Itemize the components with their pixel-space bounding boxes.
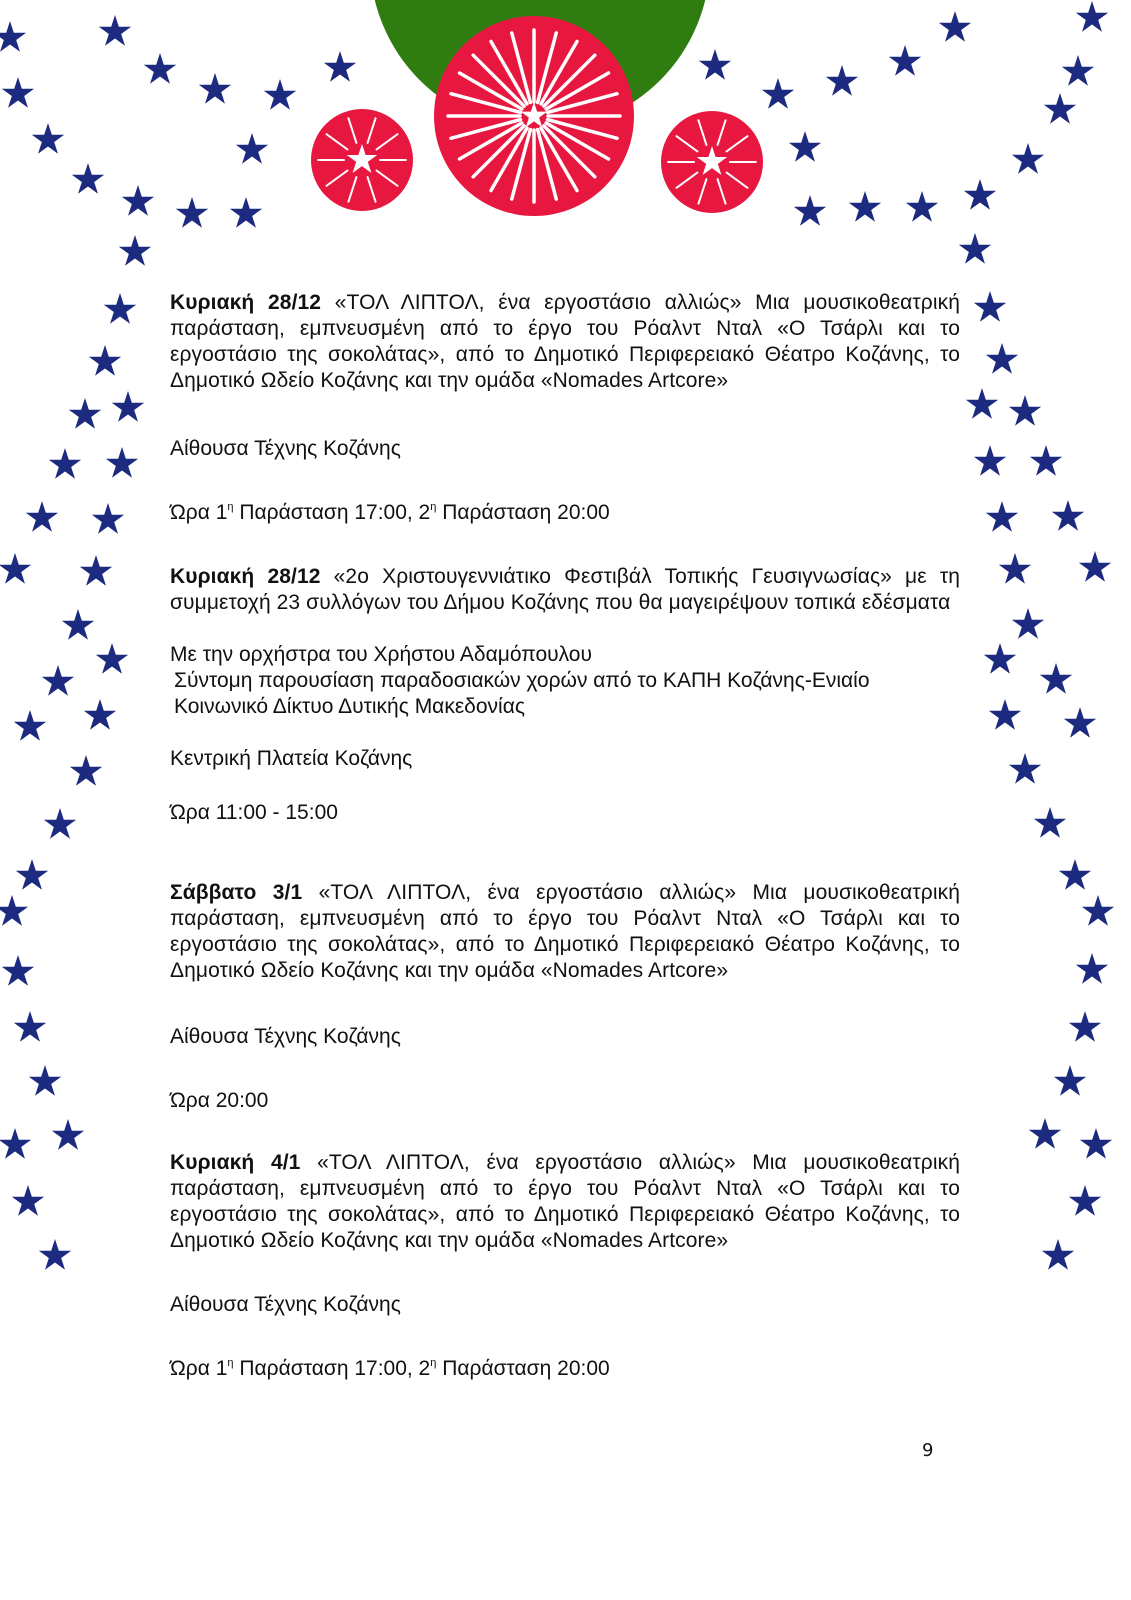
star-icon (96, 643, 128, 674)
star-icon (72, 163, 104, 194)
star-icon (1009, 753, 1041, 784)
star-icon (32, 123, 64, 154)
star-icon (144, 53, 176, 84)
star-icon (39, 1239, 71, 1270)
star-icon (1076, 953, 1108, 984)
star-icon (849, 191, 881, 222)
star-icon (989, 699, 1021, 730)
star-icon (99, 15, 131, 46)
event-3-venue: Αίθουσα Τέχνης Κοζάνης (170, 1025, 401, 1048)
event-3-time: Ώρα 20:00 (170, 1089, 269, 1112)
star-icon (119, 235, 151, 266)
star-icon (89, 345, 121, 376)
star-icon (236, 133, 268, 164)
star-icon (974, 291, 1006, 322)
star-icon (1080, 1128, 1112, 1159)
star-icon (1044, 93, 1076, 124)
star-icon (986, 501, 1018, 532)
event-1-time (170, 500, 610, 526)
star-icon (794, 195, 826, 226)
event-1-time-middle: Παράσταση 17:00, 2 (233, 501, 431, 524)
star-icon (69, 398, 101, 429)
event-2-text: «2ο Χριστουγεννιάτικο Φεστιβάλ Τοπικής Γευσιγνωσίας» με τη συμμετοχή 23 συλλόγων του Δήμου Κοζάνης που θα μαγειρέψουν τοπικά εδέσματα (170, 565, 960, 614)
star-icon (939, 11, 971, 42)
event-2-dances: Σύντομη παρουσίαση παραδοσιακών χορών από το ΚΑΠΗ Κοζάνης-Ενιαίο Κοινωνικό Δίκτυο Δυτικής Μακεδονίας (174, 669, 870, 718)
star-icon (176, 197, 208, 228)
star-icon (14, 1011, 46, 1042)
event-1-description (170, 290, 960, 394)
star-icon (1042, 1239, 1074, 1270)
star-icon (92, 503, 124, 534)
star-icon (199, 73, 231, 104)
event-3-date: Σάββατο 3/1 (170, 881, 303, 904)
star-icon (42, 665, 74, 696)
event-1-time-suffix: Παράσταση 20:00 (436, 501, 610, 524)
ornament-ball (311, 109, 413, 211)
star-icon (1059, 859, 1091, 890)
star-icon (70, 755, 102, 786)
event-4-time-sup1: η (227, 1357, 234, 1369)
ornament-ball (661, 111, 763, 213)
star-icon (0, 1128, 31, 1159)
star-icon (80, 555, 112, 586)
event-2-description (170, 564, 960, 616)
star-icon (964, 179, 996, 210)
star-icon (26, 501, 58, 532)
event-1-date: Κυριακή 28/12 (170, 291, 322, 314)
star-icon (264, 79, 296, 110)
event-2-time: Ώρα 11:00 - 15:00 (170, 801, 338, 824)
star-icon (0, 21, 26, 52)
star-icon (1009, 395, 1041, 426)
event-2-date: Κυριακή 28/12 (170, 565, 321, 588)
star-icon (230, 197, 262, 228)
star-icon (1069, 1011, 1101, 1042)
event-1-time-sup2: η (430, 501, 437, 513)
star-icon (762, 78, 794, 109)
star-icon (106, 447, 138, 478)
event-3-text: «ΤΟΛ ΛΙΠΤΟΛ, ένα εργοστάσιο αλλιώς» Μια μουσικοθεατρική παράσταση, εμπνευσμένη από το έργο του Ρόαλντ Νταλ «Ο Τσάρλι και το εργοστάσιο της σοκολάτας», από το Δημοτικό Περιφερειακό Θέατρο Κοζάνης, το Δημοτικό Ωδείο Κοζάνης και την ομάδα «Nomades Artcore» (170, 881, 960, 982)
star-icon (2, 955, 34, 986)
event-4-time-suffix: Παράσταση 20:00 (436, 1357, 610, 1380)
event-4-venue: Αίθουσα Τέχνης Κοζάνης (170, 1293, 401, 1316)
star-icon (1034, 807, 1066, 838)
star-icon (889, 45, 921, 76)
ornament-ball (434, 16, 634, 216)
event-4-date: Κυριακή 4/1 (170, 1151, 301, 1174)
star-icon (29, 1065, 61, 1096)
event-4-text: «ΤΟΛ ΛΙΠΤΟΛ, ένα εργοστάσιο αλλιώς» Μια μουσικοθεατρική παράσταση, εμπνευσμένη από το έργο του Ρόαλντ Νταλ «Ο Τσάρλι και το εργοστάσιο της σοκολάτας», από το Δημοτικό Περιφερειακό Θέατρο Κοζάνης, το Δημοτικό Ωδείο Κοζάνης και την ομάδα «Nomades Artcore» (170, 1151, 960, 1252)
star-icon (966, 388, 998, 419)
star-icon (1054, 1065, 1086, 1096)
star-icon (16, 859, 48, 890)
ornament (311, 0, 763, 216)
star-icon (1082, 895, 1114, 926)
star-icon (104, 293, 136, 324)
star-icon (986, 343, 1018, 374)
star-icon (999, 553, 1031, 584)
star-icon (0, 553, 31, 584)
star-icon (12, 1185, 44, 1216)
star-icon (62, 609, 94, 640)
star-icon (52, 1119, 84, 1150)
star-icon (826, 65, 858, 96)
event-4-time (170, 1356, 610, 1382)
event-1-text: «ΤΟΛ ΛΙΠΤΟΛ, ένα εργοστάσιο αλλιώς» Μια μουσικοθεατρική παράσταση, εμπνευσμένη από το έργο του Ρόαλντ Νταλ «Ο Τσάρλι και το εργοστάσιο της σοκολάτας», από το Δημοτικό Περιφερειακό Θέατρο Κοζάνης, το Δημοτικό Ωδείο Κοζάνης και την ομάδα «Nomades Artcore» (170, 291, 960, 392)
event-1-venue: Αίθουσα Τέχνης Κοζάνης (170, 437, 401, 460)
star-icon (44, 808, 76, 839)
event-4-time-middle: Παράσταση 17:00, 2 (233, 1357, 431, 1380)
star-icon (1064, 707, 1096, 738)
event-4-time-prefix: Ώρα 1 (170, 1357, 228, 1380)
star-icon (324, 51, 356, 82)
star-icon (1029, 1118, 1061, 1149)
star-icon (2, 77, 34, 108)
star-icon (1012, 608, 1044, 639)
star-icon (906, 191, 938, 222)
star-icon (1052, 500, 1084, 531)
star-icon (974, 445, 1006, 476)
event-2-orchestra: Με την ορχήστρα του Χρήστου Αδαμόπουλου (170, 643, 592, 666)
star-icon (14, 710, 46, 741)
event-3-description (170, 880, 960, 984)
star-icon (84, 699, 116, 730)
star-icon (49, 448, 81, 479)
star-icon (984, 643, 1016, 674)
star-icon (1062, 55, 1094, 86)
event-1-time-prefix: Ώρα 1 (170, 501, 228, 524)
star-icon (1069, 1185, 1101, 1216)
event-4-description (170, 1150, 960, 1254)
star-icon (959, 233, 991, 264)
star-icon (122, 185, 154, 216)
event-1-time-sup1: η (227, 501, 234, 513)
event-2-venue: Κεντρική Πλατεία Κοζάνης (170, 747, 413, 770)
star-icon (1040, 663, 1072, 694)
star-icon (789, 131, 821, 162)
star-icon (112, 391, 144, 422)
star-icon (1012, 143, 1044, 174)
star-icon (1076, 1, 1108, 32)
star-icon (0, 895, 28, 926)
page-number: 9 (922, 1440, 934, 1461)
star-icon (699, 49, 731, 80)
star-icon (1079, 551, 1111, 582)
star-icon (1030, 445, 1062, 476)
event-4-time-sup2: η (430, 1357, 437, 1369)
